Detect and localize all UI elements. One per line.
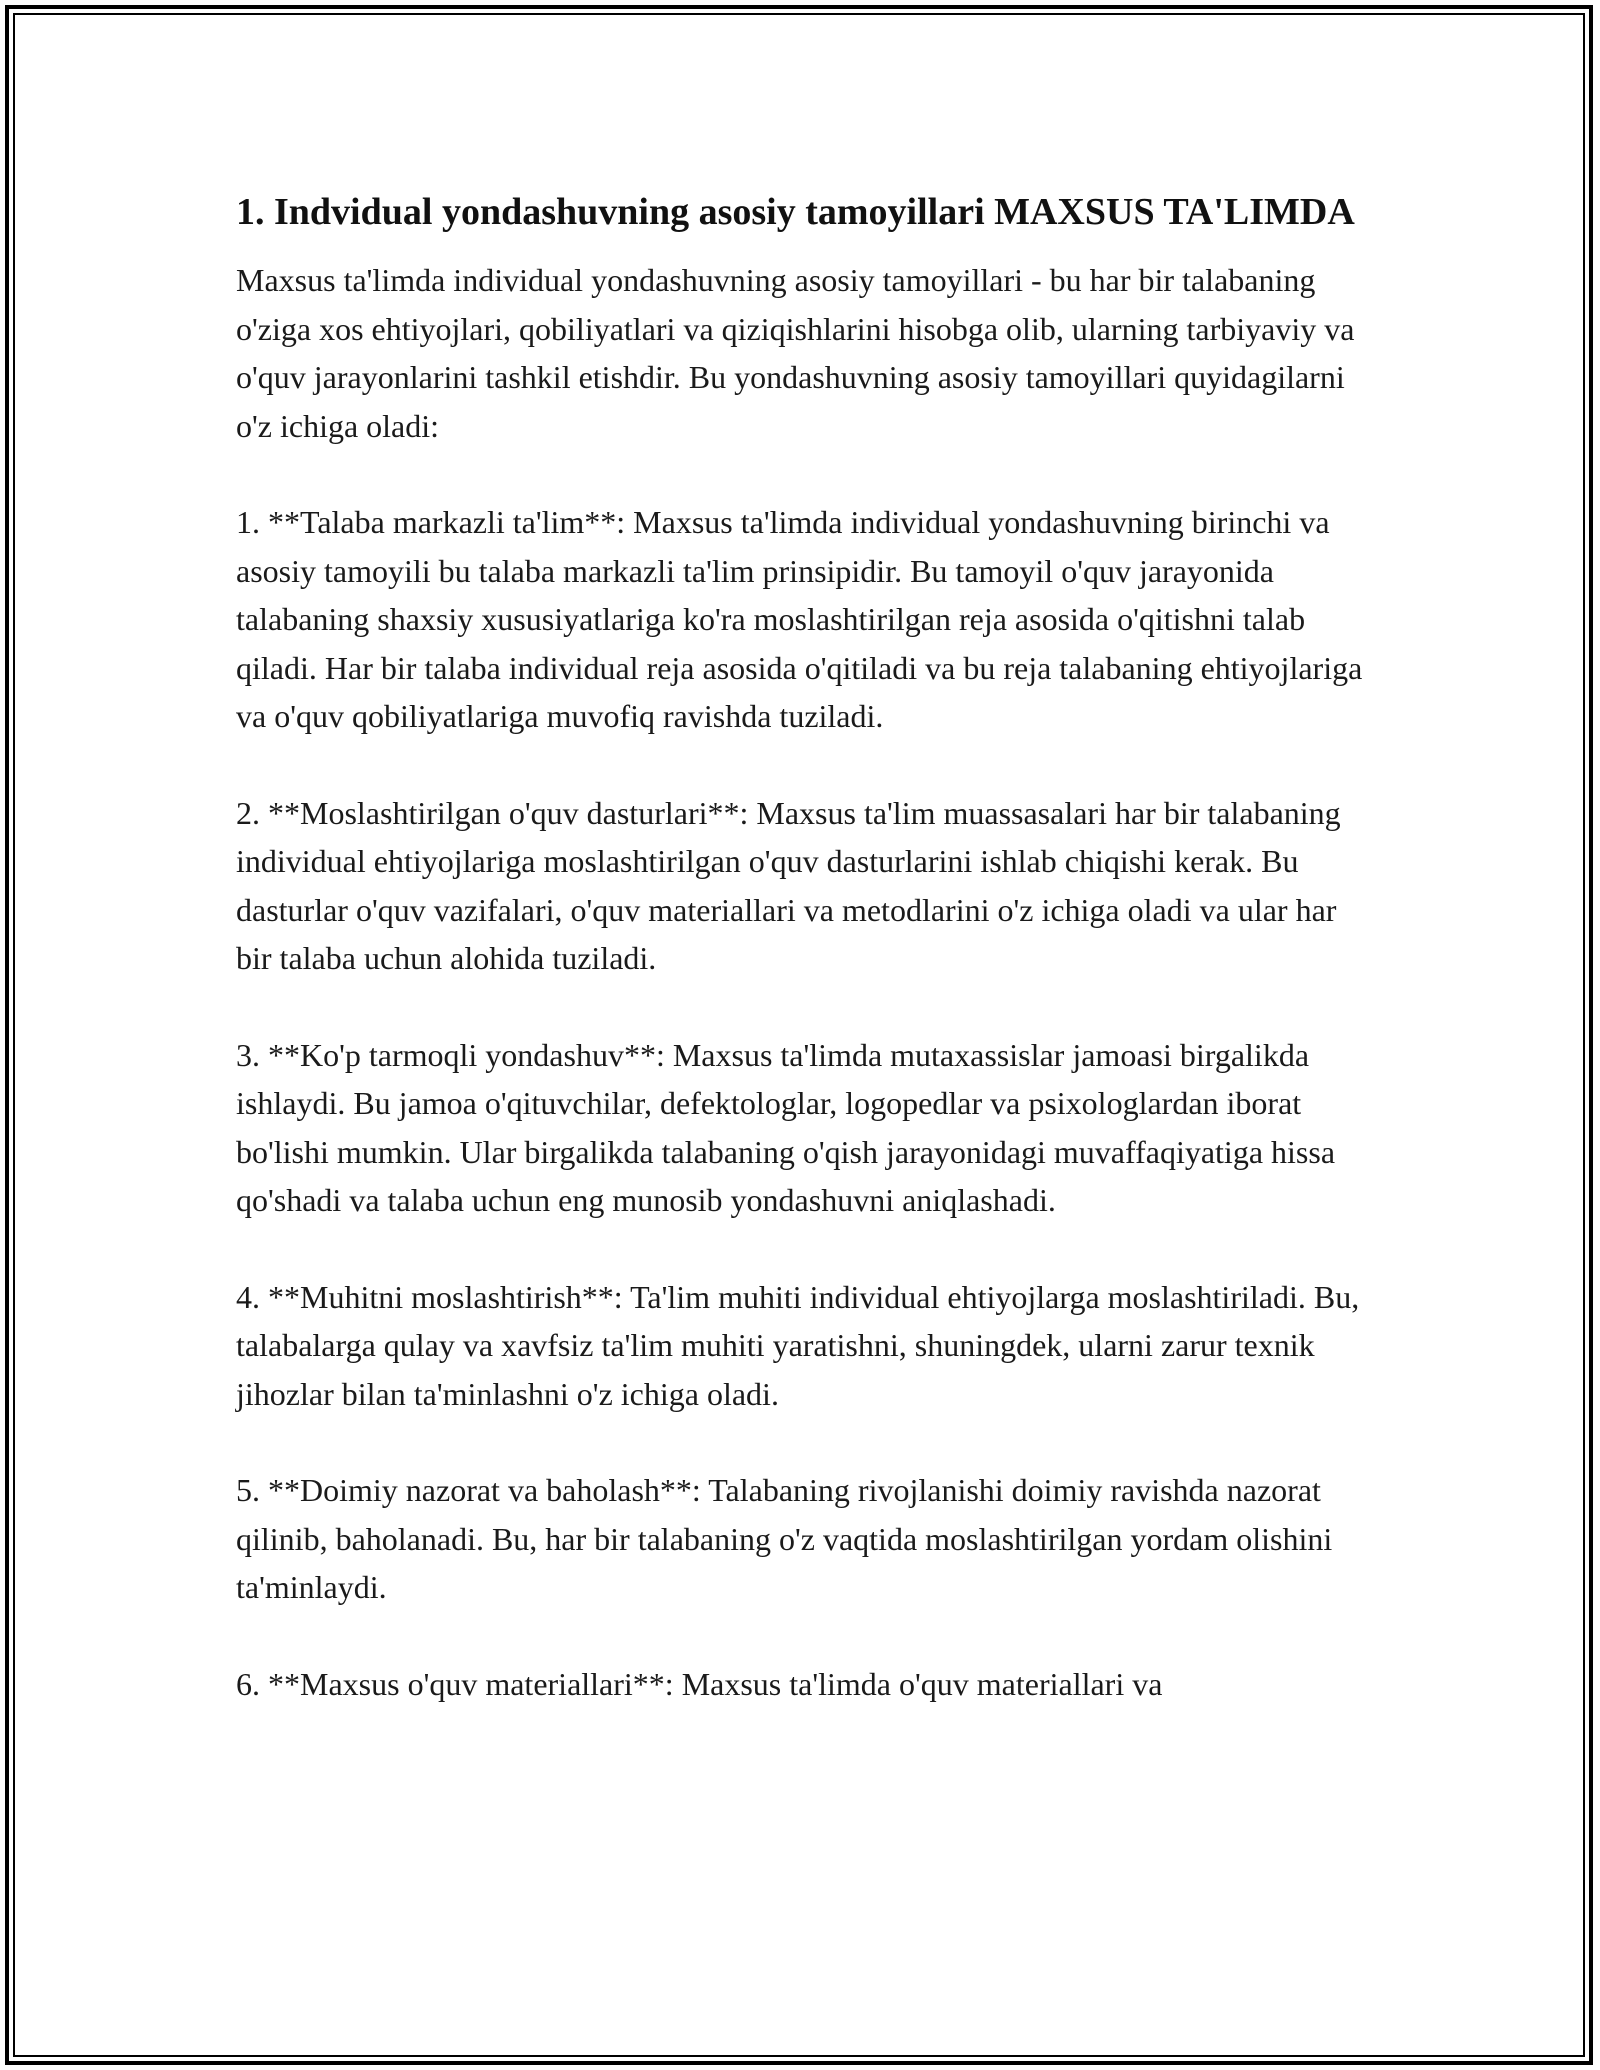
paragraph-item-1: 1. **Talaba markazli ta'lim**: Maxsus ta'limda individual yondashuvning birinchi va asosiy tamoyili bu talaba markazli ta'lim prinsipidir. Bu tamoyil o'quv jarayonida talabaning shaxsiy xususiyatlariga ko'ra moslashtirilgan reja asosida o'qitishni talab qiladi. Har bir talaba individual reja asosida o'qitiladi va bu reja talabaning ehtiyojlariga va o'quv qobiliyatlariga muvofiq ravishda tuziladi. [236,504,1363,734]
paragraph-item-2: 2. **Moslashtirilgan o'quv dasturlari**: Maxsus ta'lim muassasalari har bir talabaning individual ehtiyojlariga moslashtirilgan o'quv dasturlarini ishlab chiqishi kerak. Bu dasturlar o'quv vazifalari, o'quv materiallari va metodlarini o'z ichiga oladi va ular har bir talaba uchun alohida tuziladi. [236,794,1341,976]
paragraph-item-5: 5. **Doimiy nazorat va baholash**: Talabaning rivojlanishi doimiy ravishda nazorat qilinib, baholanadi. Bu, har bir talabaning o'z vaqtida moslashtirilgan yordam olishini ta'minlaydi. [236,1472,1333,1605]
document-body [236,188,1376,1756]
paragraph-item-4: 4. **Muhitni moslashtirish**: Ta'lim muhiti individual ehtiyojlarga moslashtiriladi. Bu, talabalarga qulay va xavfsiz ta'lim muhiti yaratishni, shuningdek, ularni zarur texnik jihozlar bilan ta'minlashni o'z ichiga oladi. [236,1278,1360,1412]
paragraph-item-3: 3. **Ko'p tarmoqli yondashuv**: Maxsus ta'limda mutaxassislar jamoasi birgalikda ishlaydi. Bu jamoa o'qituvchilar, defektologlar, logopedlar va psixologlardan iborat bo'lishi mumkin. Ular birgalikda talabaning o'qish jarayonidagi muvaffaqiyatiga hissa qo'shadi va talaba uchun eng munosib yondashuvni aniqlashadi. [236,1036,1336,1218]
paragraph-item-6: 6. **Maxsus o'quv materiallari**: Maxsus ta'limda o'quv materiallari va [236,1665,1163,1702]
paragraph-intro: Maxsus ta'limda individual yondashuvning asosiy tamoyillari - bu har bir talabaning o'ziga xos ehtiyojlari, qobiliyatlari va qiziqishlarini hisobga olib, ularning tarbiyaviy va o'quv jarayonlarini tashkil etishdir. Bu yondashuvning asosiy tamoyillari quyidagilarni o'z ichiga oladi: [236,262,1355,444]
document-heading: 1. Indvidual yondashuvning asosiy tamoyillari MAXSUS TA'LIMDA [236,191,1355,233]
